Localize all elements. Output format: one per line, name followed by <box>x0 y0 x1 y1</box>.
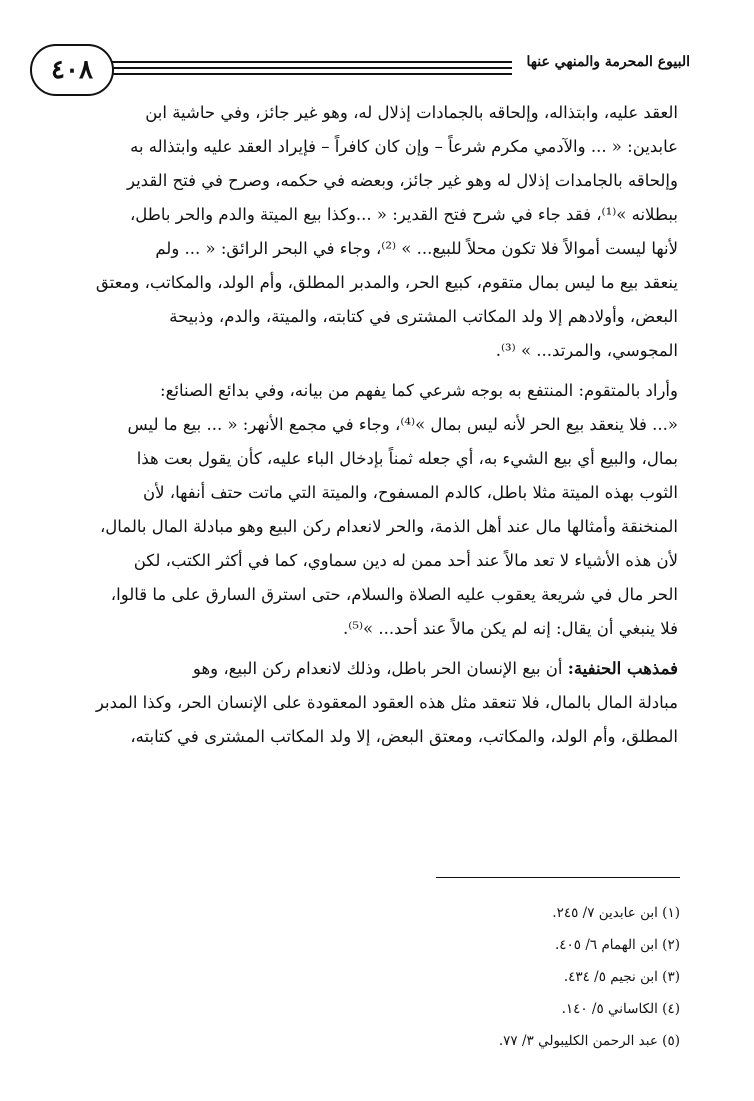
footnote-separator <box>436 877 680 878</box>
body-text <box>40 96 678 754</box>
text-line: لأن هذه الأشياء لا تعد مالاً عند أحد ممن له دين سماوي، كما في أكثر الكتب، لكن <box>133 551 678 570</box>
text-line: بمال، والبيع أي بيع الشيء به، أي جعله ثمناً بإدخال الباء عليه، كأن يقول بعت هذا <box>136 449 678 468</box>
text-line: البعض، وأولادهم إلا ولد المكاتب المشترى في كتابته، والميتة، والدم، وذبيحة <box>169 307 678 326</box>
text-line: ببطلانه »⁽¹⁾، فقد جاء في شرح فتح القدير: « ...وكذا بيع الميتة والدم والحر باطل، <box>129 205 678 224</box>
book-title: البيوع المحرمة والمنهي عنها <box>526 54 690 70</box>
footnotes <box>320 897 680 1057</box>
text-line: عابدين: « ... والآدمي مكرم شرعاً – وإن كان كافراً – فإيراد العقد عليه وابتذاله به <box>130 137 678 156</box>
footnote-1: (١) ابن عابدين ٧/ ٢٤٥. <box>552 905 680 921</box>
text-line: لأنها ليست أموالاً فلا تكون محلاً للبيع... » ⁽²⁾، وجاء في البحر الرائق: « ... ولم <box>155 239 678 258</box>
hanafi-school-heading: فمذهب الحنفية: <box>567 659 678 678</box>
paragraph-2 <box>40 374 678 646</box>
header-rule <box>112 61 512 63</box>
page-number: ٤٠٨ <box>30 44 114 96</box>
text-line: وإلحاقه بالجامدات إذلال له وهو غير جائز، وبعضه في حكمه، وصرح في فتح القدير <box>126 171 678 190</box>
paragraph-1 <box>40 96 678 368</box>
text-line <box>40 652 678 686</box>
text-line: المطلق، وأم الولد، والمكاتب، ومعتق البعض، إلا ولد المكاتب المشترى في كتابته، <box>130 727 678 746</box>
footnote-3: (٣) ابن نجيم ٥/ ٤٣٤. <box>563 969 680 985</box>
text-line: المنخنقة وأمثالها مال عند أهل الذمة، والحر لانعدام ركن البيع وهو مبادلة المال بالمال، <box>99 517 678 536</box>
footnote-4: (٤) الكاساني ٥/ ١٤٠. <box>561 1001 680 1017</box>
text-line: مبادلة المال بالمال، فلا تنعقد مثل هذه العقود المعقودة على الإنسان الحر، وكذا المدبر <box>95 693 678 712</box>
text-line: المجوسي، والمرتد... » ⁽³⁾. <box>495 341 678 360</box>
text-line: وأراد بالمتقوم: المنتفع به بوجه شرعي كما يفهم من بيانه، وفي بدائع الصنائع: <box>160 381 678 400</box>
text-line-content: أن بيع الإنسان الحر باطل، وذلك لانعدام ركن البيع، وهو <box>192 659 568 678</box>
header-rule <box>112 67 512 69</box>
text-line: «... فلا ينعقد بيع الحر لأنه ليس بمال »⁽⁴⁾، وجاء في مجمع الأنهر: « ... بيع ما ليس <box>127 415 678 434</box>
page-header <box>30 44 690 96</box>
footnote-5: (٥) عبد الرحمن الكليبولي ٣/ ٧٧. <box>498 1033 680 1049</box>
header-rule <box>112 73 512 75</box>
text-line: فلا ينبغي أن يقال: إنه لم يكن مالاً عند أحد... »⁽⁵⁾. <box>343 619 678 638</box>
paragraph-3 <box>40 652 678 754</box>
text-line: الثوب بهذه الميتة مثلا باطل، كالدم المسفوح، والميتة التي ماتت حتف أنفها، لأن <box>143 483 678 502</box>
footnote-2: (٢) ابن الهمام ٦/ ٤٠٥. <box>554 937 680 953</box>
text-line: الحر مال في شريعة يعقوب عليه الصلاة والسلام، حتى استرق السارق على ما قالوا، <box>110 585 678 604</box>
text-line: ينعقد بيع ما ليس بمال متقوم، كبيع الحر، والمدبر المطلق، وأم الولد، والمكاتب، ومعتق <box>95 273 678 292</box>
text-line: العقد عليه، وابتذاله، وإلحاقه بالجمادات إذلال له، وهو غير جائز، وفي حاشية ابن <box>145 103 678 122</box>
